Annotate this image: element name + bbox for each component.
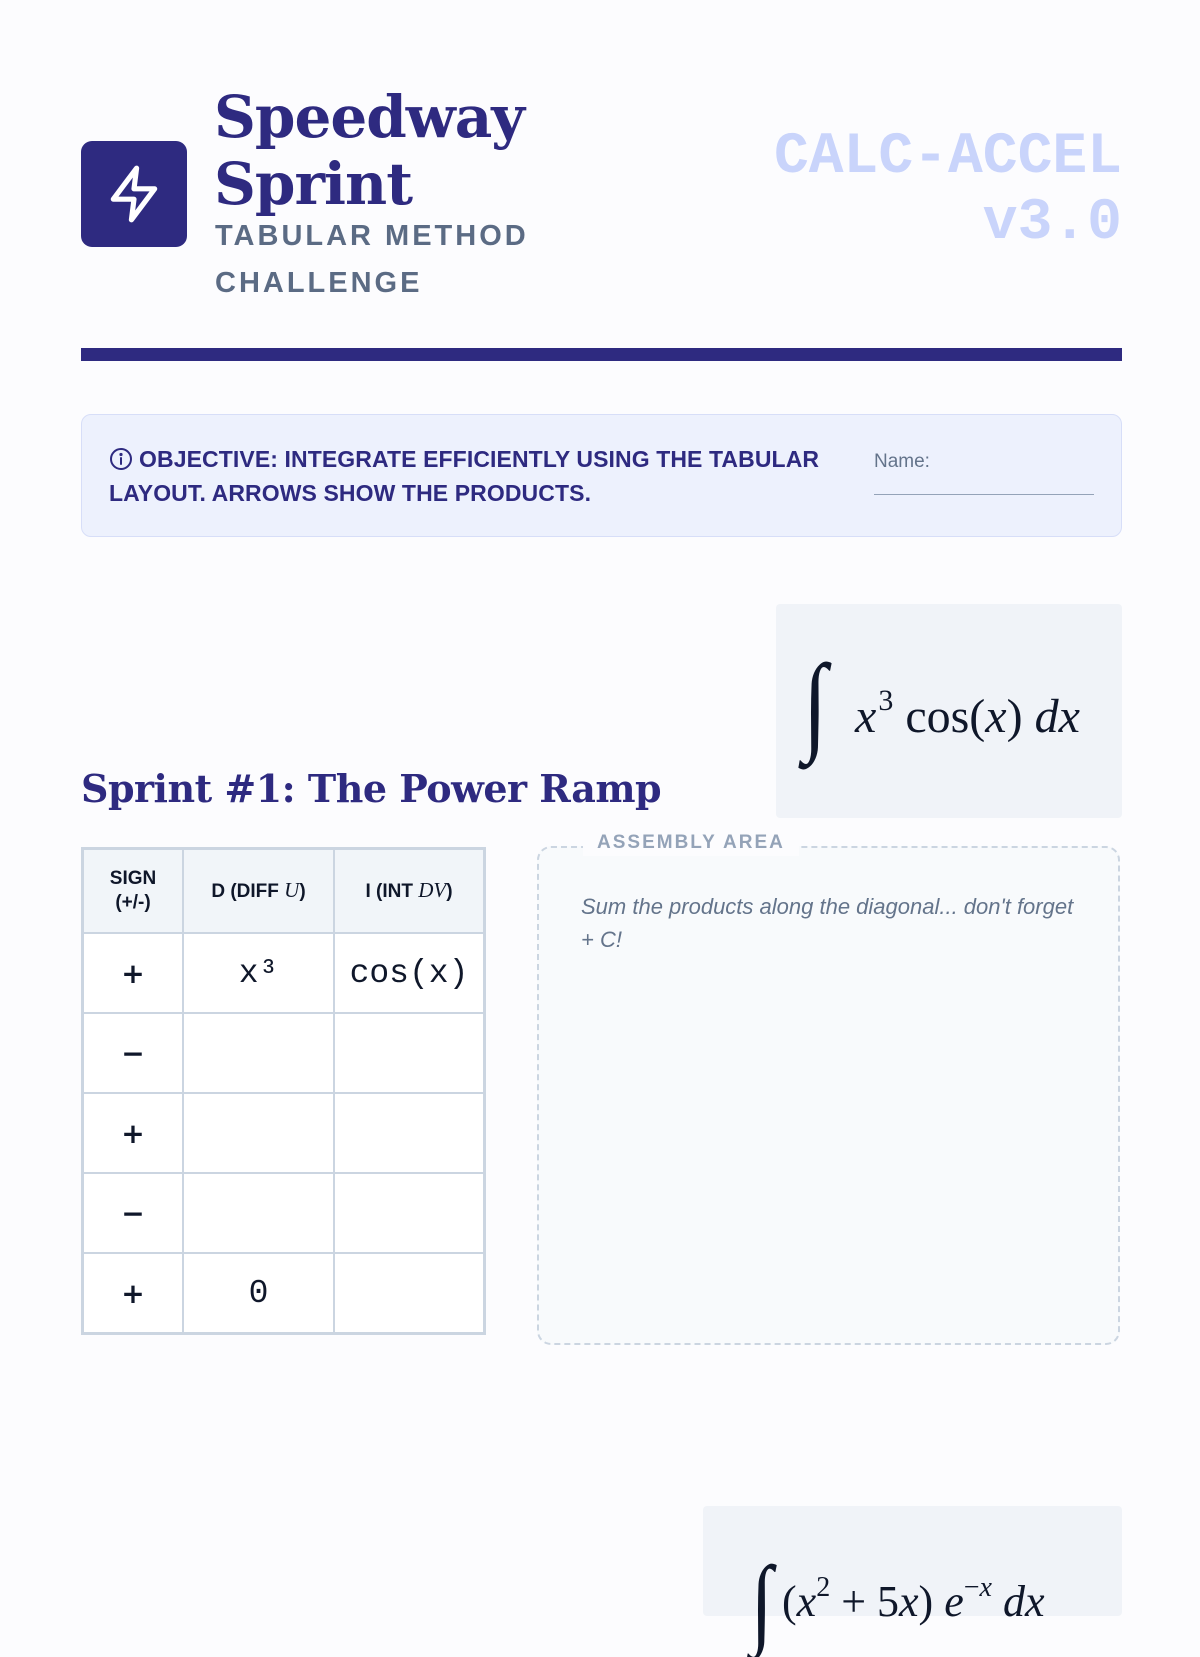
- d-cell[interactable]: x³: [183, 933, 334, 1013]
- objective-text-block: [109, 442, 849, 510]
- assembly-area-label: ASSEMBLY AREA: [583, 830, 799, 856]
- d-cell[interactable]: [183, 1013, 334, 1093]
- integral-sign: ∫: [803, 642, 828, 764]
- d-cell[interactable]: [183, 1173, 334, 1253]
- sign-cell: −: [83, 1173, 184, 1253]
- header-diff: D (DIFF U): [183, 849, 334, 934]
- i-cell[interactable]: [334, 1013, 485, 1093]
- sign-cell: +: [83, 933, 184, 1013]
- page-title-line-1: Speedway: [214, 83, 525, 151]
- logo: [81, 141, 187, 247]
- subtitle-line-2: CHALLENGE: [215, 267, 423, 299]
- integral-sign-sprint-2: ∫: [750, 1546, 773, 1657]
- table-row: [83, 1253, 485, 1334]
- name-label: Name:: [874, 451, 930, 472]
- table-row: [83, 1093, 485, 1173]
- d-cell[interactable]: 0: [183, 1253, 334, 1334]
- version-label-line-1: CALC-ACCEL: [773, 125, 1122, 190]
- tabular-table: [81, 847, 486, 1335]
- integrand-expression-sprint-2: $(x^2 + 5x)$ $e^{-x}$ dx: [782, 1572, 1045, 1626]
- subtitle-line-1: TABULAR METHOD: [215, 220, 529, 252]
- sign-cell: +: [83, 1253, 184, 1334]
- i-cell[interactable]: [334, 1093, 485, 1173]
- header-int: I (INT DV): [334, 849, 485, 934]
- table-row: [83, 933, 485, 1013]
- sprint-title: Sprint #1: The Power Ramp: [81, 766, 662, 811]
- version-label-line-2: v3.0: [982, 191, 1122, 256]
- i-cell[interactable]: [334, 1173, 485, 1253]
- table-row: [83, 1013, 485, 1093]
- info-icon: [109, 447, 133, 471]
- objective-text: OBJECTIVE: INTEGRATE EFFICIENTLY USING THE TABULAR LAYOUT. ARROWS SHOW THE PRODUCTS.: [109, 446, 820, 506]
- name-field[interactable]: [874, 494, 1094, 495]
- assembly-hint: Sum the products along the diagonal... don't forget + C!: [581, 894, 1074, 952]
- header-divider: [81, 348, 1122, 361]
- table-row: [83, 1173, 485, 1253]
- header-sign: SIGN (+/-): [83, 849, 184, 934]
- integrand-expression: $x^3$ cos(x) dx: [855, 684, 1080, 743]
- i-cell[interactable]: [334, 1253, 485, 1334]
- d-cell[interactable]: [183, 1093, 334, 1173]
- lightning-bolt-icon: [103, 163, 165, 225]
- page-title-line-2: Sprint: [214, 150, 412, 218]
- i-cell[interactable]: cos(x): [334, 933, 485, 1013]
- sign-cell: +: [83, 1093, 184, 1173]
- sign-cell: −: [83, 1013, 184, 1093]
